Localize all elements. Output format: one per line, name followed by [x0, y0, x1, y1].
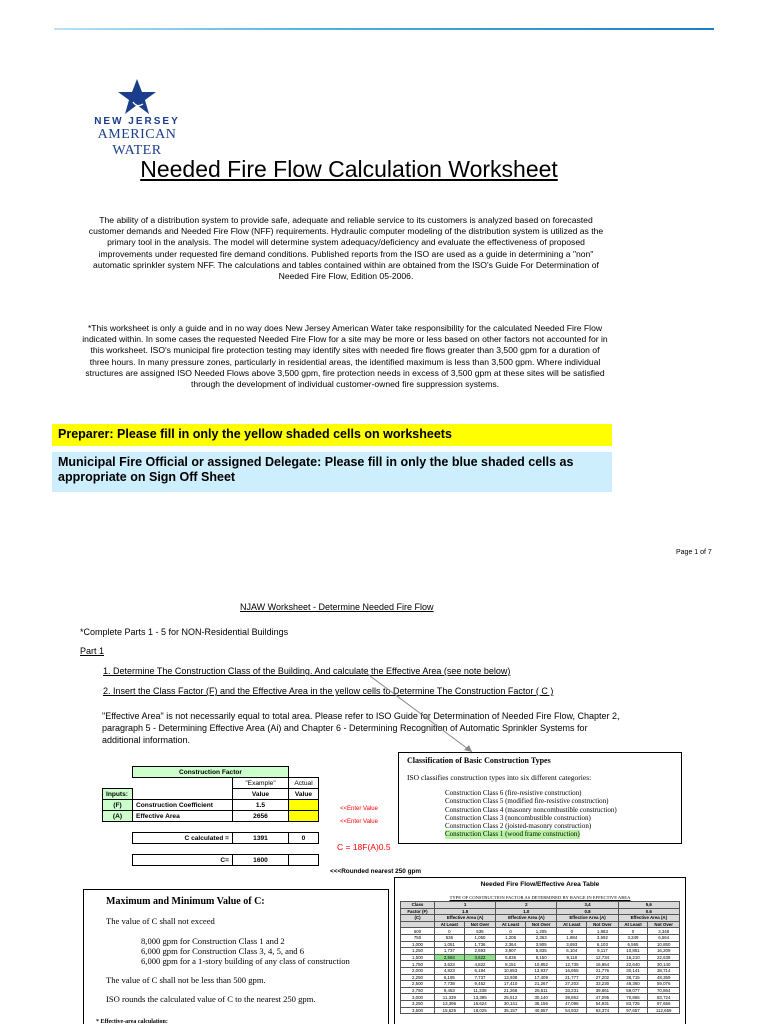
flow-table-cell: 30,141 — [618, 967, 648, 974]
flow-table-cell: Effective Area (A) — [618, 915, 679, 922]
flow-table-cell: 0 — [618, 928, 648, 935]
flow-class-row — [401, 902, 680, 909]
flow-table-cell: 2,250 — [401, 974, 435, 981]
flow-table-cell: 6,103 — [587, 941, 619, 948]
flow-table-cell: 1,737 — [435, 948, 465, 955]
flow-table-cell: 83,725 — [618, 1000, 648, 1007]
flow-table-cell: 2,750 — [401, 987, 435, 994]
enter-value-hint-a: <<Enter Value — [340, 819, 378, 825]
value-label-example: Value — [233, 789, 289, 800]
min-max-box — [83, 889, 389, 1024]
flow-table-cell: 9,118 — [557, 954, 587, 961]
flow-table-cell: 13,937 — [525, 967, 557, 974]
coefficient-input[interactable] — [289, 800, 319, 811]
flow-table-cell: 33,230 — [587, 981, 619, 988]
flow-table-cell: 70,864 — [648, 987, 680, 994]
flow-table-cell: 6,194 — [464, 967, 496, 974]
flow-table-cell: 10,853 — [496, 967, 526, 974]
flow-table-cell: Not Over — [464, 921, 496, 928]
flow-table-cell: 1,500 — [401, 954, 435, 961]
flow-table-cell: 97,657 — [618, 1007, 648, 1014]
flow-table-cell: 47,095 — [587, 994, 619, 1001]
flow-table-cell: 1,884 — [557, 934, 587, 941]
class-item: Construction Class 5 (modified fire-resistive construction) — [445, 797, 609, 806]
flow-table-row — [401, 987, 680, 994]
flow-table-cell: Not Over — [587, 921, 619, 928]
flow-table-cell: 5,6 — [618, 902, 679, 909]
flow-table-cell: 21,777 — [557, 974, 587, 981]
flow-table-cell: 2,500 — [401, 981, 435, 988]
flow-table-cell: 70,865 — [618, 994, 648, 1001]
flow-table-cell: 47,096 — [557, 1000, 587, 1007]
flow-table-cell: 2,593 — [464, 948, 496, 955]
flow-table-cell: 3,348 — [648, 928, 680, 935]
flow-table-cell: 1,000 — [401, 941, 435, 948]
flow-table-cell: 21,267 — [525, 981, 557, 988]
intro-paragraph: The ability of a distribution system to provide safe, adequate and reliable service to its customers is analyzed based on forecasted customer demands and Needed Fire Flow (NFF) requirements. Hydraulic computer modeling of the distribution system is utilized as the primary tool in the analysis. The model will determine system adequacy/deficiency and evaluate the effectiveness of proposed improvements under requested fire demand conditions. Published reports from the ISO are used as a guide in determining a "non" automatic sprinkler system NFF. The calculations and tables contained within are obtained from the ISO's Guide For Determination of Needed Fire Flow, Edition 05-2006. — [88, 215, 604, 282]
flow-table-cell: 22,639 — [648, 954, 680, 961]
flow-table-cell: 11,338 — [464, 987, 496, 994]
flow-table-cell: Not Over — [648, 921, 680, 928]
c-formula: C = 18F(A)0.5 — [337, 842, 391, 852]
flow-table-cell: 1,205 — [525, 928, 557, 935]
official-instruction: Municipal Fire Official or assigned Delegate: Please fill in only the blue shaded cells as appropriate on Sign Off Sheet — [52, 452, 612, 492]
effective-area-input[interactable] — [289, 811, 319, 822]
flow-table-cell: 3,905 — [525, 941, 557, 948]
classification-intro: ISO classifies construction types into six different categories: — [407, 773, 592, 782]
minmax-p1: The value of C shall not exceed — [106, 916, 215, 926]
flow-table-cell: 35,156 — [525, 1000, 557, 1007]
flow-ea-row — [401, 915, 680, 922]
flow-table-cell: 18,025 — [464, 1007, 496, 1014]
flow-table — [400, 901, 680, 1014]
flow-table-cell: 17,410 — [496, 981, 526, 988]
flow-table-cell: 11,339 — [435, 994, 465, 1001]
flow-table-cell: 15,625 — [435, 1007, 465, 1014]
c-calculated-example: 1391 — [233, 833, 289, 844]
flow-table-cell: 12,735 — [557, 961, 587, 968]
class-item: Construction Class 2 (joisted-masonry construction) — [445, 822, 592, 831]
flow-table-row — [401, 994, 680, 1001]
flow-table-cell: 6,104 — [557, 948, 587, 955]
preparer-instruction: Preparer: Please fill in only the yellow shaded cells on worksheets — [52, 424, 612, 446]
flow-table-cell: 48,359 — [648, 974, 680, 981]
flow-table-cell: Factor (F) — [401, 908, 435, 915]
flow-table-cell: 33,231 — [557, 987, 587, 994]
coefficient-example: 1.5 — [233, 800, 289, 811]
flow-table-cell: 10,850 — [648, 941, 680, 948]
pointer-arrow-icon — [360, 668, 480, 758]
flow-table-cell: 0.8 — [557, 908, 618, 915]
flow-table-cell: Effective Area (A) — [557, 915, 618, 922]
flow-table-cell: 63,374 — [587, 1007, 619, 1014]
flow-table-row — [401, 1000, 680, 1007]
flow-table-cell: 25,512 — [496, 994, 526, 1001]
minmax-limits — [141, 936, 366, 966]
flow-table-cell: 48,360 — [618, 981, 648, 988]
flow-table-row — [401, 934, 680, 941]
construction-factor-table — [102, 766, 319, 866]
class-item-highlighted: Construction Class 1 (wood frame construction) — [445, 830, 580, 839]
flow-table-cell: 2,000 — [401, 967, 435, 974]
logo-line2: AMERICAN WATER — [97, 127, 177, 158]
flow-table-cell: 9,453 — [435, 987, 465, 994]
c-label: C= — [133, 855, 233, 866]
flow-table-cell: 3,349 — [618, 934, 648, 941]
class-item: Construction Class 6 (fire-resistive construction) — [445, 789, 582, 797]
flow-table-cell: 1,750 — [401, 961, 435, 968]
c-calculated-actual: 0 — [289, 833, 319, 844]
flow-table-row — [401, 974, 680, 981]
flow-table-cell: 17,409 — [525, 974, 557, 981]
flow-table-cell: 21,776 — [587, 967, 619, 974]
flow-table-row — [401, 941, 680, 948]
flow-table-cell: 9,452 — [464, 981, 496, 988]
flow-table-cell: 2,594 — [435, 954, 465, 961]
page-title: Needed Fire Flow Calculation Worksheet — [140, 156, 558, 182]
flow-table-cell: 25,511 — [525, 987, 557, 994]
flow-table-cell: At Least — [435, 921, 465, 928]
page-number: Page 1 of 7 — [676, 549, 712, 556]
minmax-title: Maximum and Minimum Value of C: — [106, 896, 265, 907]
flow-table-cell: 2,364 — [496, 941, 526, 948]
flow-table-cell: 15,624 — [464, 1000, 496, 1007]
flow-table-cell: 4,823 — [435, 967, 465, 974]
flow-table-cell: 0.6 — [618, 908, 679, 915]
company-logo — [72, 78, 202, 159]
minmax-footer: * Effective-area calculation: — [96, 1019, 168, 1024]
flow-table-cell: 3,000 — [401, 994, 435, 1001]
star-logo-icon — [116, 78, 158, 116]
class-item: Construction Class 4 (masonry noncombustible construction) — [445, 805, 617, 814]
flow-table-cell: 30,140 — [648, 961, 680, 968]
step-2: 2. Insert the Class Factor (F) and the Effective Area in the yellow cells to Determine The Construction Factor ( C ) — [103, 686, 554, 696]
inputs-label: Inputs: — [103, 789, 133, 800]
c-calculated-label: C calculated = — [133, 833, 233, 844]
flow-table-cell: 16,955 — [557, 967, 587, 974]
flow-table-cell: 13,396 — [435, 1000, 465, 1007]
flow-table-cell: 13,938 — [496, 974, 526, 981]
flow-table-cell: 0 — [557, 928, 587, 935]
flow-table-cell: 7,738 — [435, 981, 465, 988]
flow-table-cell: 16,210 — [618, 954, 648, 961]
flow-table-cell: 1.0 — [496, 908, 557, 915]
f-symbol: (F) — [103, 800, 133, 811]
a-symbol: (A) — [103, 811, 133, 822]
flow-table-cell: 1 — [435, 902, 496, 909]
effective-area-note: "Effective Area" is not necessarily equal to total area. Please refer to ISO Guide for Determination of Needed Fire Flow, Chapter 2, paragraph 5 - Determining Effective Area (Ai) and Chapter 6 - Determining Recognition of Automatic Sprinkler Systems for additional information. — [102, 711, 620, 745]
flow-table-cell: 13,395 — [464, 994, 496, 1001]
flow-table-cell: 3,250 — [401, 1000, 435, 1007]
construction-factor-header: Construction Factor — [133, 767, 289, 778]
flow-table-row — [401, 948, 680, 955]
value-label-actual: Value — [289, 789, 319, 800]
header-rule — [54, 28, 714, 30]
flow-table-cell: 2,363 — [525, 934, 557, 941]
flow-table-cell: 3,623 — [435, 961, 465, 968]
coefficient-label: Construction Coefficient — [133, 800, 233, 811]
effective-area-label: Effective Area — [133, 811, 233, 822]
rounded-note: <<<Rounded nearest 250 gpm — [330, 868, 422, 875]
flow-table-cell: 536 — [435, 934, 465, 941]
flow-table-cell: 5,835 — [525, 948, 557, 955]
flow-table-title: Needed Fire Flow/Effective Area Table — [480, 881, 600, 888]
flow-table-cell: 1.5 — [435, 908, 496, 915]
flow-table-cell: 38,715 — [618, 974, 648, 981]
c-example: 1600 — [233, 855, 289, 866]
flow-table-row — [401, 1007, 680, 1014]
flow-table-cell: 27,203 — [557, 981, 587, 988]
flow-table-cell: 1,051 — [435, 941, 465, 948]
flow-table-cell: 4,822 — [464, 961, 496, 968]
flow-table-cell: 7,737 — [464, 974, 496, 981]
flow-table-cell: 21,268 — [496, 987, 526, 994]
actual-col-header: Actual — [289, 778, 319, 789]
flow-factor-row — [401, 908, 680, 915]
flow-table-cell: 16,209 — [648, 948, 680, 955]
complete-note: *Complete Parts 1 - 5 for NON-Residential Buildings — [80, 627, 289, 637]
flow-table-cell: 3,4 — [557, 902, 618, 909]
flow-table-cell: 2 — [496, 902, 557, 909]
flow-table-cell: Effective Area (A) — [435, 915, 496, 922]
flow-table-subtitle: TYPE OF CONSTRUCTION FACTOR AS DETERMINED BY RANGE IN EFFECTIVE AREA — [449, 895, 631, 900]
flow-table-cell: 30,141 — [496, 1000, 526, 1007]
flow-table-cell: 6,195 — [435, 974, 465, 981]
flow-table-cell: 750 — [401, 934, 435, 941]
flow-table-cell — [401, 921, 435, 928]
flow-table-cell: 9,117 — [587, 948, 619, 955]
flow-table-row — [401, 928, 680, 935]
flow-table-cell: 40,557 — [525, 1007, 557, 1014]
flow-table-cell: 54,931 — [587, 1000, 619, 1007]
flow-table-cell: 3,907 — [496, 948, 526, 955]
flow-table-cell: 8,150 — [525, 954, 557, 961]
flow-table-cell: 3,500 — [401, 1007, 435, 1014]
limit-item: 6,000 gpm for Construction Class 3, 4, 5, and 6 — [141, 946, 305, 956]
example-col-header: "Example" — [233, 778, 289, 789]
flow-table-cell: 6,564 — [648, 934, 680, 941]
flow-table-cell: 3,693 — [557, 941, 587, 948]
flow-table-cell: At Least — [557, 921, 587, 928]
flow-table-cell: 83,724 — [648, 994, 680, 1001]
flow-subheader-row — [401, 921, 680, 928]
flow-table-cell: 22,640 — [618, 961, 648, 968]
flow-table-cell: 1,250 — [401, 948, 435, 955]
minmax-p2: The value of C shall not be less than 500 gpm. — [106, 975, 266, 985]
logo-line1: NEW JERSEY — [94, 116, 180, 127]
flow-table-cell: At Least — [496, 921, 526, 928]
flow-table-cell: Class — [401, 902, 435, 909]
worksheet-title: NJAW Worksheet - Determine Needed Fire Flow — [240, 602, 434, 612]
flow-table-cell: Effective Area (A) — [496, 915, 557, 922]
flow-table-cell: 6,565 — [618, 941, 648, 948]
flow-table-cell: 8,151 — [496, 961, 526, 968]
flow-table-cell: 39,861 — [587, 987, 619, 994]
c-actual — [289, 855, 319, 866]
flow-table-cell: 10,852 — [525, 961, 557, 968]
class-item: Construction Class 3 (noncombustible construction) — [445, 813, 591, 822]
flow-table-cell: 54,932 — [557, 1007, 587, 1014]
flow-table-cell: At Least — [618, 921, 648, 928]
flow-table-cell: 59,076 — [648, 981, 680, 988]
flow-table-cell: 35,157 — [496, 1007, 526, 1014]
part-heading: Part 1 — [80, 646, 105, 656]
flow-table-cell: 0 — [496, 928, 526, 935]
flow-table-cell: 16,954 — [587, 961, 619, 968]
flow-table-cell: 30,140 — [525, 994, 557, 1001]
flow-table-cell: 59,077 — [618, 987, 648, 994]
minmax-p3: ISO rounds the calculated value of C to the nearest 250 gpm. — [106, 994, 316, 1004]
flow-area-table-box — [394, 877, 686, 1024]
flow-table-cell: 1,050 — [464, 934, 496, 941]
flow-table-cell: 3,692 — [587, 934, 619, 941]
classification-box — [398, 752, 682, 844]
flow-table-cell: 39,862 — [557, 994, 587, 1001]
flow-table-cell: (C) — [401, 915, 435, 922]
flow-table-cell: 27,202 — [587, 974, 619, 981]
flow-table-row — [401, 967, 680, 974]
flow-table-cell: 10,851 — [618, 948, 648, 955]
flow-table-cell: 500 — [401, 928, 435, 935]
limit-item: 8,000 gpm for Construction Class 1 and 2 — [141, 936, 285, 946]
flow-table-cell: 1,883 — [587, 928, 619, 935]
flow-table-cell: 0 — [435, 928, 465, 935]
flow-table-row — [401, 961, 680, 968]
disclaimer-paragraph: *This worksheet is only a guide and in no way does New Jersey American Water take responsibility for the calculated Needed Fire Flow indicated within. In some cases the requested Needed Fire Flow for a site may be more or less based on other factors not accounted for in this worksheet. ISO's municipal fire protection testing may identify sites with needed fire flows greater than 3,500 gpm for a duration of three hours. In many pressure zones, particularly in residential areas, the identified maximum is less than 3,500 gpm. Where individual structures are assigned ISO Needed Flows above 3,500 gpm, fire protection needs in excess of 3,500 gpm at these sites will be satisfied through the development of individual customer-owned fire suppression systems. — [82, 323, 608, 390]
flow-table-cell: 12,734 — [587, 954, 619, 961]
flow-table-cell: 3,622 — [464, 954, 496, 961]
classification-title: Classification of Basic Construction Types — [407, 756, 551, 765]
limit-item: 6,000 gpm for a 1-story building of any class of construction — [141, 956, 350, 966]
flow-table-cell: Not Over — [525, 921, 557, 928]
flow-table-row — [401, 954, 680, 961]
flow-table-cell: 1,206 — [496, 934, 526, 941]
effective-area-example: 2656 — [233, 811, 289, 822]
flow-table-cell: 5,836 — [496, 954, 526, 961]
flow-table-cell: 38,714 — [648, 967, 680, 974]
flow-table-row — [401, 981, 680, 988]
flow-table-cell: 535 — [464, 928, 496, 935]
step-1: 1. Determine The Construction Class of the Building. And calculate the Effective Area (see note below) — [103, 666, 511, 676]
flow-table-cell: 112,659 — [648, 1007, 680, 1014]
classification-list — [445, 789, 673, 839]
flow-table-cell: 97,656 — [648, 1000, 680, 1007]
flow-table-cell: 1,736 — [464, 941, 496, 948]
enter-value-hint-f: <<Enter Value — [340, 806, 378, 812]
